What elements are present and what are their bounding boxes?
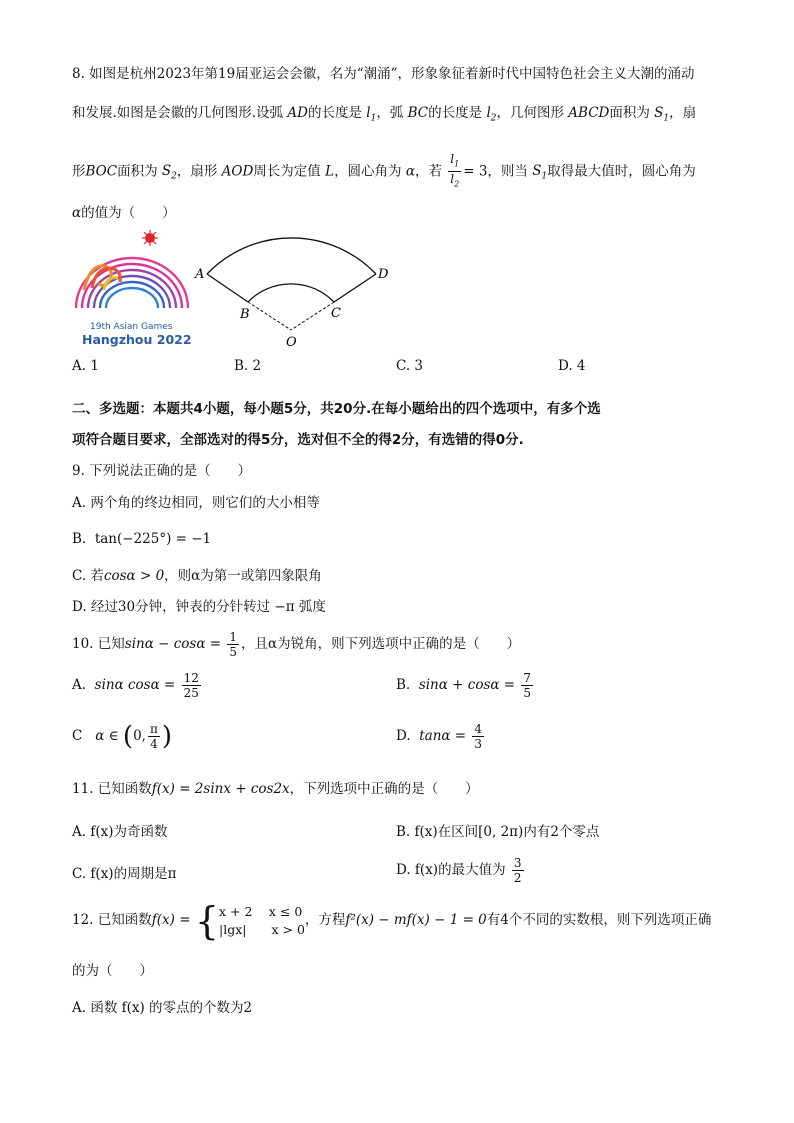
q11-option-d: D. f(x)的最大值为 $\frac{3}{2}$ [396,856,522,885]
logo-caption-line1: 19th Asian Games [90,322,173,332]
segment-CO [291,302,334,330]
q8-option-c: C. 3 [396,358,424,374]
q8-line1: 8. 如图是杭州2023年第19届亚运会会徽，名为“潮涌”，形象象征着新时代中国特色社会主义大潮的涌动 [72,66,695,82]
q8-option-a: A. 1 [72,358,99,374]
label-D: D [378,267,389,282]
section2-line1: 二、多选题：本题共4小题，每小题5分，共20分.在每小题给出的四个选项中，有多个选 [72,401,601,417]
q12-stem: 12. 已知函数f(x) = { x + 2 x ≤ 0 |lgx| x > 0 ，方程f²(x) − mf(x) − 1 = 0有4个不同的实数根，则下列选项正确 [72,898,712,943]
q9-option-b: B. tan(−225°) = −1 [72,531,212,547]
section2-line2: 项符合题目要求，全部选对的得5分，选对但不全的得2分，有选错的得0分. [72,432,524,448]
q10-option-a: A. sinα cosα = $\frac{12}{25}$ [72,671,199,700]
q8-line2: 和发展.如图是会徽的几何图形.设弧 AD的长度是 $l_1$，弧 BC的长度是 $l_2$，几何图形 ABCD面积为 $S_1$，扇 [72,105,697,124]
label-A: A [195,267,205,282]
arc-BC [248,284,334,302]
q10-option-d: D. tanα = $\frac{4}{3}$ [396,722,483,751]
q10-stem: 10. 已知sinα − cosα = $\frac{1}{5}$ ，且α为锐角，则下列选项中正确的是（ ） [72,630,521,659]
q8-line3: 形BOC面积为 $S_2$，扇形 AOD周长为定值 L，圆心角为 α，若 $\frac{l_1}{l_2}$ = 3，则当 $S_1$取得最大值时，圆心角为 [72,152,696,189]
q12-stem-line2: 的为（ ） [72,963,153,979]
label-C: C [331,306,341,321]
q8-option-d: D. 4 [558,358,586,374]
q9-stem: 9. 下列说法正确的是（ ） [72,463,252,479]
segment-AB [207,274,248,302]
q9-option-c: C. 若cosα > 0，则α为第一或第四象限角 [72,568,322,584]
q12-option-a: A. 函数 f(x) 的零点的个数为2 [72,1000,253,1016]
segment-DC [334,274,376,302]
asian-games-logo [70,230,200,350]
sun-emblem-icon [142,230,158,246]
q10-option-b: B. sinα + cosα = $\frac{7}{5}$ [396,671,532,700]
label-O: O [286,335,297,350]
q8-option-b: B. 2 [234,358,262,374]
q11-option-a: A. f(x)为奇函数 [72,824,168,840]
q11-option-b: B. f(x)在区间[0, 2π)内有2个零点 [396,824,600,840]
q9-option-d: D. 经过30分钟，钟表的分针转过 −π 弧度 [72,599,326,615]
q11-stem: 11. 已知函数f(x) = 2sinx + cos2x，下列选项中正确的是（ ） [72,781,479,797]
label-B: B [240,307,250,322]
q8-line4: α的值为（ ） [72,205,176,221]
q10-option-c: C α ∈ (0, $\frac{\pi}{4}$ ) [72,721,173,752]
q11-option-c: C. f(x)的周期是π [72,866,177,882]
arc-AD [207,238,376,274]
segment-BO [248,302,291,330]
q9-option-a: A. 两个角的终边相同，则它们的大小相等 [72,495,320,511]
sector-diagram [190,220,400,350]
logo-caption-line2: Hangzhou 2022 [82,332,192,347]
